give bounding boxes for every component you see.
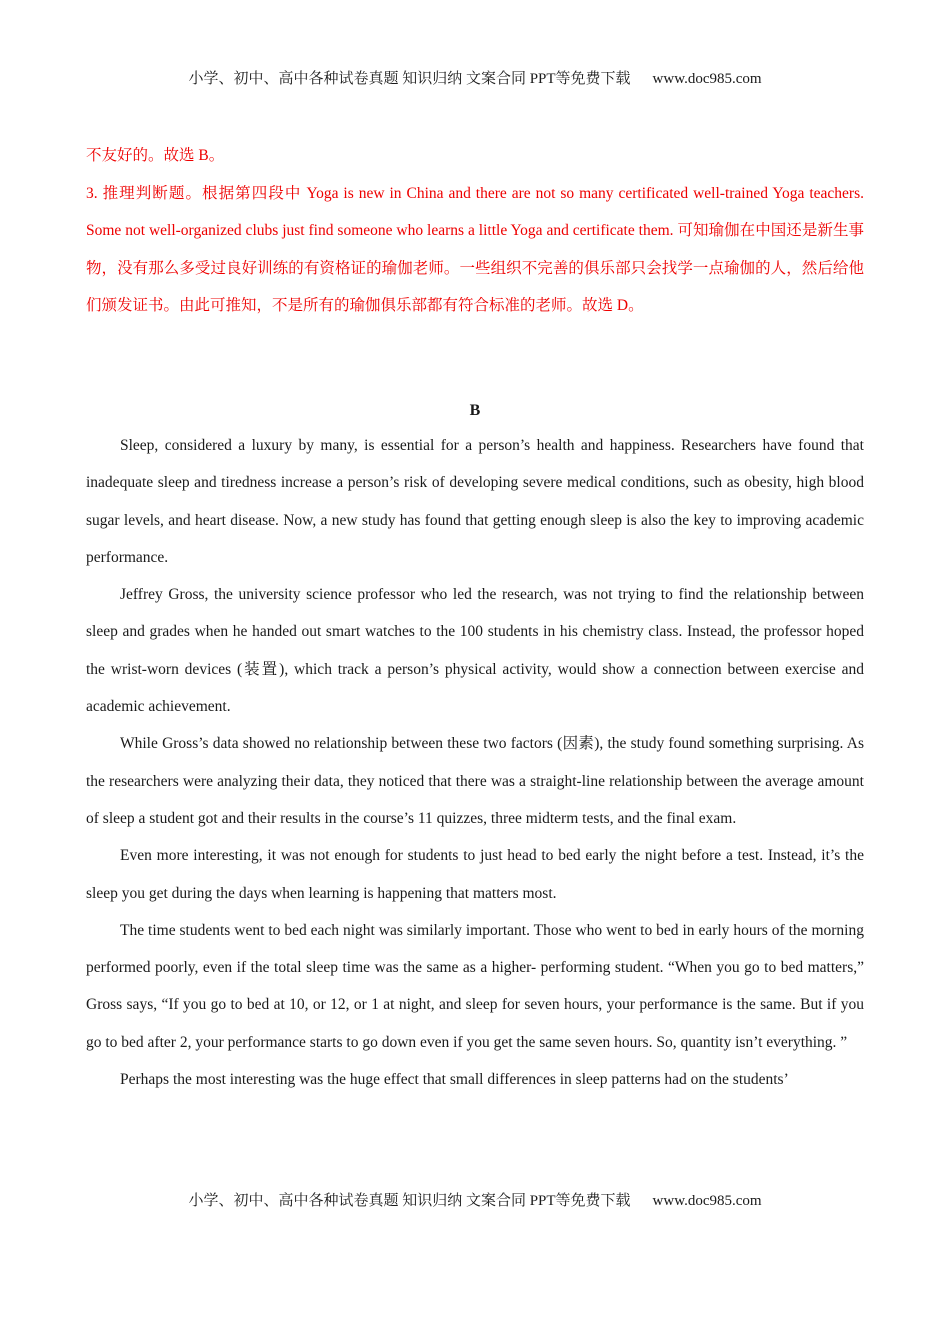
page-header [0, 69, 950, 89]
passage-paragraph: Perhaps the most interesting was the huge effect that small differences in sleep patterns had on the students’ [120, 1071, 789, 1089]
header-text: 小学、初中、高中各种试卷真题 知识归纳 文案合同 PPT等免费下载 [188, 71, 631, 87]
passage-paragraph: Even more interesting, it was not enough for students to just head to bed early the night before a test. Instead, it’s the sleep you get during the days when learning is happening that matters most. [86, 847, 864, 902]
passage-paragraph: While Gross’s data showed no relationship between these two factors (因素), the study found something surprising. As the researchers were analyzing their data, they noticed that there was a straight-line relationship between the average amount of sleep a student got and their results in the course’s 11 quizzes, three midterm tests, and the final exam. [86, 735, 864, 827]
passage-paragraph: Sleep, considered a luxury by many, is essential for a person’s health and happiness. Researchers have found that inadequate sleep and tiredness increase a person’s risk of developing severe medical conditions, such as obesity, high blood sugar levels, and heart disease. Now, a new study has found that getting enough sleep is also the key to improving academic performance. [86, 437, 864, 566]
passage-paragraph: Jeffrey Gross, the university science professor who led the research, was not trying to find the relationship between sleep and grades when he handed out smart watches to the 100 students in his chemistry class. Instead, the professor hoped the wrist-worn devices (装置), which track a person’s physical activity, would show a connection between exercise and academic achievement. [86, 586, 864, 716]
page-footer [0, 1191, 950, 1211]
footer-text: 小学、初中、高中各种试卷真题 知识归纳 文案合同 PPT等免费下载 [188, 1193, 631, 1209]
header-site-link[interactable]: www.doc985.com [652, 71, 762, 87]
answer-explanation-fragment: 不友好的。故选 B。 [86, 147, 225, 164]
reading-passage [86, 427, 864, 1098]
answer-explanation-3: 3. 推理判断题。根据第四段中 Yoga is new in China and there are not so many certificated well-trained Yoga teachers. Some not well-organized clubs just find someone who learns a little Yoga and certificate them. 可知瑜伽在中国还是新生事物，没有那么多受过良好训练的有资格证的瑜伽老师。一些组织不完善的俱乐部只会找学一点瑜伽的人，然后给他们颁发证书。由此可推知，不是所有的瑜伽俱乐部都有符合标准的老师。故选 D。 [86, 184, 864, 314]
passage-paragraph: The time students went to bed each night was similarly important. Those who went to bed in early hours of the morning performed poorly, even if the total sleep time was the same as a higher- performing student. “When you go to bed matters,” Gross says, “If you go to bed at 10, or 12, or 1 at night, and sleep for seven hours, your performance is the same. But if you go to bed after 2, your performance starts to go down even if you get the same seven hours. So, quantity isn’t everything. ” [86, 921, 864, 1051]
answer-explanations [86, 137, 864, 325]
section-title: B [469, 402, 481, 419]
footer-site-link[interactable]: www.doc985.com [652, 1193, 762, 1209]
